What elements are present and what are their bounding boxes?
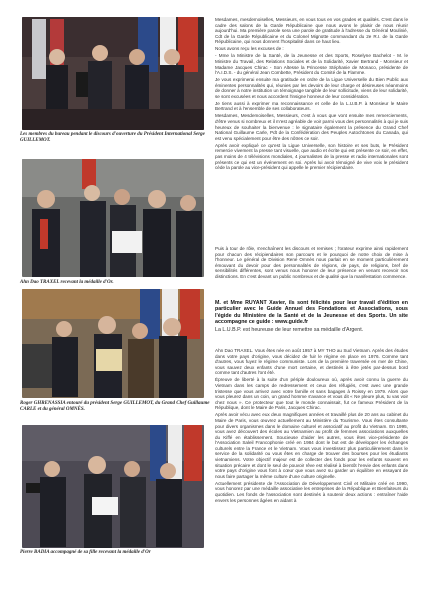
- paragraph: Actuellement présidente de l'Association de Développement Civil et Militaire créé en 1990, vous honorez par une médaille associative les entreprises de la République et Bienfaiteurs du quotidien. Les fonds de l'association sont destinés à soutenir deux actions : entraîner l'aide envers les personnes âgées en aidant à: [215, 480, 408, 503]
- paragraph: Je tiens aussi à exprimer ma reconnaissance et celle de la L.U.B.P. à Monsieur le Maire Bertrand et à l'ensemble de ses collaborateurs.: [215, 100, 408, 112]
- photo-medaille-or-traxel: [22, 159, 204, 277]
- caption-photo-4: Pierre BADIA accompagné de sa fille recevant la médaille d'Or: [20, 550, 151, 555]
- paragraph: Ahn Dao TRAXEL. Vous êtes née en août 1957 à MY THO au Sud Vietnam. Après des études dans votre pays d'origine, vous décidez de fuir le régime en place en 1976. Comme tant d'autres, vous fuyez le régime communiste. Lors de la première traversée en mer de Chine, vous sauvez deux enfants d'une mort certaine, et destinés à être jetés par-dessus bord comme tant d'autres l'ont été.: [215, 348, 408, 376]
- paragraph: Je vous exprimerai ensuite ma gratitude en ordre de la Ligue Universelle du Bien Public aux éminentes personnalités qui, réunies par les devoirs de leur charge et désireuses néanmoins de donner à notre institution un témoignage tangible de leur sollicitude, viens de leur solidarité, se sont excusées et nous accordent l'insigne honneur de leur considération.: [215, 77, 408, 99]
- text-column-ruyant: [215, 300, 408, 342]
- paragraph: Après avoir vécu avec eux deux magnifiques années et travaillé plus de 20 ans au cabinet du Maire de Paris, vous œuvrez actuellement au Ministère du Tourisme. Vous êtes consultante pour divers organismes dans le domaine culturel et associatif au profit du Vietnam. En 1995, vous avez découvert des écoles au Vietnamien au profit de femmes associations auxquelles du Kiffé en établissement. Soucieuse d'aider les autres, vous êtes vice-présidente de l'Association Saleil Francophonie créé en 1984 dont le but est de développer les échanges culturels entre la France et le Vietnam. Vous vous investissez plus particulièrement dans le service de la solidarité ou vous êtes en charge de trouver des bourses pour les étudiants vietnamiens. Votre objectif majeur est de collecter des fonds pour les enfants souvent en situation précaire et dont le seul de pouvoir rêve est réalisé à bientôt l'envie des enfants dans votre pays d'origine vous font à cœur que vous avez su garder un équilibre en essayant de nous faire partager la même culture d'une culture originelle.: [215, 412, 408, 479]
- photo-ghrenassia: [22, 289, 204, 398]
- paragraph: - Mme la Ministre de la Santé, de la Jeunesse et des Sports, Roselyne Bachelot - M. le Ministre du Travail, des Relations Sociales et de la Solidarité, Xavier Bertrand - Monsieur et Madame Jacques Chirac - Son Altesse la Princesse Stéphanie de Monaco, présidente de l'A.I.D.S. - du général Jean Combette, Président du Comité de la Flamme.: [215, 53, 408, 76]
- photo-badia: [22, 425, 204, 548]
- paragraph: La L.U.B.P. est heureuse de leur remettre sa médaille d'Argent.: [215, 326, 364, 333]
- paragraph: M. et Mme RUYANT Xavier, ils sont félicités pour leur travail d'édition en particulier avec le Guide Annuel des Fondations et Associations, sous l'égide du Ministère de la Santé et de la Jeunesse et des Sports. Un site accompagne ce guide : www.guide.fr: [215, 300, 408, 325]
- paragraph: Puis à tour de rôle, s'enchaînent les discours et remises ; l'orateur exprime ainsi rapidement pour chacun des récipiendaires son parcours et le pourquoi de notre choix de mise à l'honneur. Le général de Division René Omnès nous parlait en se moment particulièrement émouvant du devoir pour des personnalités de régions, de pays, de religions, bref de sensibilités différentes, sont venus nous honorer de leur présence en venant recevoir nos distinctions. En c'est devant un public nombreux et de qualité que la manifestation commence.: [215, 246, 408, 279]
- paragraph: Épreuve de liberté à la suite d'un périple douloureux où, après avoir connu la guerre du Vietnam dans les camps de redressement et ceux des réfugiés, c'est avec une grande tristesse que vous arrivez avec votre famille et sans bagages à Roissy en 1979. Alors que vous pleurez dans un coin, un grand homme s'avance et vous dit « Ne pleure plus, tu vas voir chez nous ». Ce protecteur que tout le monde connaissait, fut ce fameux Président de la République, dont le Maire de Paris, Jacques Chirac.: [215, 377, 408, 411]
- caption-photo-1: Les membres du bureau pendant le discours d'ouverture du Président International Serge GUILLEMOT.: [20, 132, 205, 144]
- paragraph: Mesdames, mesdemoiselles, Messieurs, en vous tous en vos grades et qualités. C'est dans le cadre des salons de la Garde Républicaine que nous avons le plaisir de nous réunir aujourd'hui. Ma première parole sera une parole de gratitude à l'adresse du Général Moulinié, Cdt de la Garde Républicaine et du Colonel Mignotte commandant du 2e R.I. de la Garde Républicaine, qui nous donnent l'hospitalité dans ce haut lieu.: [215, 17, 408, 45]
- text-column-mid: [215, 246, 408, 292]
- photo-bureau-tribune: [22, 17, 204, 130]
- caption-photo-2: Ahn Dao TRAXEL recevant la médaille d'Or.: [20, 280, 114, 285]
- caption-photo-3: Roger GHRENASSIA entouré du président Serge GUILLEMOT, du Grand Chef Guillaume CARLE et du général OMNÈS.: [20, 401, 210, 413]
- paragraph: Mesdames, Mesdemoiselles, Messieurs, c'est à vous que vont ensuite mes remerciements, d'être venus si nombreux et il m'est agréable de voir parmi vous des personnalités à qui je suis heureux de souhaiter la bienvenue : le signataire également la présence du Grand Chef National Guillaume Carle, Pdt de la Confédération des Peuples Autochtones du Canada, qui est venu spécialement pour être des nôtres ce soir.: [215, 113, 408, 141]
- text-column-traxel: [215, 348, 408, 596]
- paragraph: Nous avons reçu les excuses de :: [215, 46, 284, 52]
- paragraph: Après avoir expliqué ce qu'est la Ligue Universelle, son histoire et ses buts, le Président remercie vivement la presse tant visuelle, que audio et écrite qui est présente ce soir, en effet, pas moins de 4 télévisions mondiales, 4 journalistes de la presse et radio internationales sont présents ce qui est un événement en soi. Après lui avoir témoigné de vive voix le président cède la parole au vice-président qui appelle le premier récipiendaire.: [215, 142, 408, 171]
- text-column-top: [215, 17, 408, 279]
